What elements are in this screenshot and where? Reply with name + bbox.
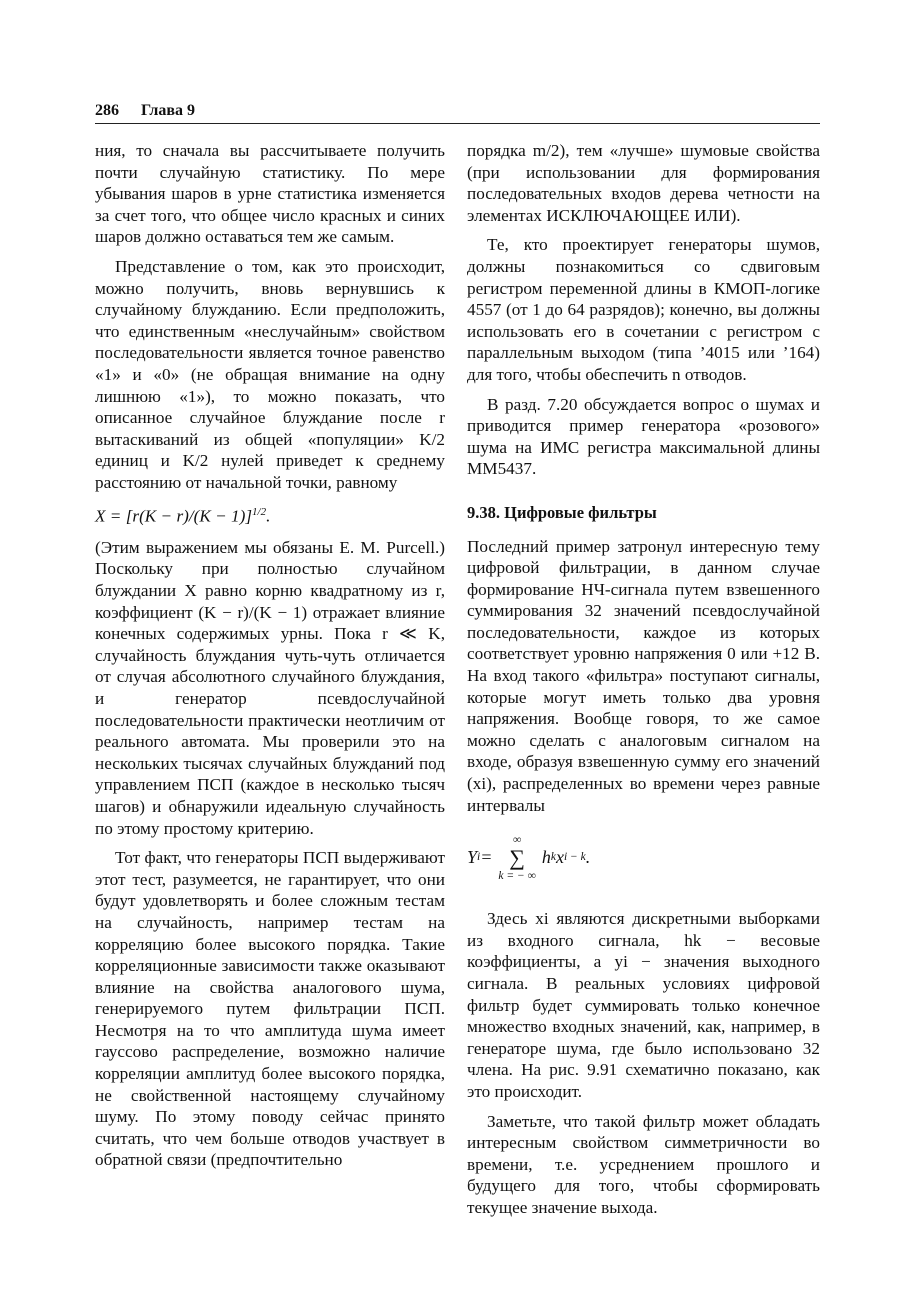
formula-x (95, 502, 445, 527)
paragraph: Тот факт, что генераторы ПСП выдерживают этот тест, разумеется, не гарантирует, что они будут удовлетворять и более сложным тестам на случайность, например тестам на корреляцию более высокого порядка. Такие корреляционные зависимости также оказывают влияние на свойства аналогового шума, генерируемого путем фильтрации ПСП. Несмотря на то что амплитуда шума имеет гауссово распределение, возможно наличие корреляции амплитуд более высокого порядка, не свойственной настоящему случайному шуму. По этому поводу сейчас принято считать, что чем больше отводов участвует в обратной связи (предпочтительно (95, 848, 445, 1170)
sum-term: h (541, 847, 551, 868)
paragraph: Заметьте, что такой фильтр может обладать интересным свойством симметричности во времени, т.е. усреднением прошлого и будущего для того, чтобы сформировать текущее значение выхода. (467, 1111, 820, 1217)
sum-end: . (585, 847, 591, 868)
paragraph: Те, кто проектирует генераторы шумов, должны познакомиться со сдвиговым регистром переменной длины в КМОП-логике 4557 (от 1 до 64 разрядов); конечно, вы должны использовать его в сочетании с регистром с параллельным выходом (типа ’4015 или ’164) для того, чтобы обеспечить n отводов. (467, 235, 820, 384)
paragraph: Здесь xi являются дискретными выборками из входного сигнала, hk − весовые коэффициенты, а yi − значения выходного сигнала. В реальных условиях цифровой фильтр будет суммировать только конечное множество входных значений, как, например, в генераторе шума, где было использовано 32 члена. На рис. 9.91 схематично показано, как это происходит. (467, 909, 820, 1101)
sum-term2: x (555, 847, 564, 868)
left-column (95, 140, 445, 1179)
paragraph: (Этим выражением мы обязаны E. M. Purcell.) Поскольку при полностью случайном блуждании X равно корню квадратному из r, коэффициент (K − r)/(K − 1) отражает влияние конечных содержимых урны. Пока r ≪ K, случайность блуждания чуть-чуть отличается от случая абсолютного случайного блуждания, и генератор псевдослучайной последовательности практически неотличим от реального автомата. Мы проверили это на нескольких тысячах случайных блужданий под управлением ПСП (каждое в несколько тысяч шагов) и обнаружили идеальную случайность по этому простому критерию. (95, 537, 445, 838)
formula-body: X = [r(K − r)/(K − 1)] (95, 506, 253, 526)
sum-lhs-sub: i (477, 851, 481, 864)
sum-term-sub: k (550, 851, 556, 864)
paragraph: ния, то сначала вы рассчитываете получить почти случайную статистику. По мере убывания шаров в урне статистика изменяется за счет того, что общее число красных и синих шаров должно оставаться тем же самым. (95, 141, 445, 247)
paragraph: Представление о том, как это происходит, можно получить, вновь вернувшись к случайному блужданию. Если предположить, что единственным «неслучайным» свойством последовательности является точное равенство «1» и «0» (не обращая внимание на одну лишнюю «1»), то можно показать, что описанное случайное блуждание после r вытаскиваний из общей «популяции» K/2 единиц и K/2 нулей приведет к среднему расстоянию от начальной точки, равному (95, 256, 445, 492)
sum-eq: = (480, 847, 493, 868)
right-column (467, 140, 820, 1227)
formula-end: . (266, 506, 271, 526)
sum-lhs: Y (467, 847, 478, 868)
sigma-symbol: ∑ (509, 845, 525, 871)
page-number: 286 (95, 102, 119, 119)
formula-sum (467, 826, 820, 890)
running-header (95, 102, 820, 124)
chapter-label: Глава 9 (141, 102, 195, 119)
section-title: 9.38. Цифровые фильтры (467, 502, 657, 522)
sigma-stack (498, 833, 535, 883)
sum-upper-limit: ∞ (513, 834, 522, 847)
sum-lower-limit: k = − ∞ (498, 870, 536, 883)
paragraph: В разд. 7.20 обсуждается вопрос о шумах и приводится пример генератора «розового» шума на ИМС регистра максимальной длины MM5437. (467, 394, 820, 479)
formula-exponent: 1/2 (252, 505, 267, 518)
sum-term2-sub: i − k (563, 851, 586, 864)
paragraph: порядка m/2), тем «лучше» шумовые свойства (при использовании для формирования последовательных входов дерева четности на элементах ИСКЛЮЧАЮЩЕЕ ИЛИ). (467, 141, 820, 225)
paragraph: Последний пример затронул интересную тему цифровой фильтрации, в данном случае формирование НЧ-сигнала путем взвешенного суммирования 32 значений псевдослучайной последовательности, каждое из которых соответствует уровню напряжения 0 или +12 В. На вход такого «фильтра» поступают сигналы, которые могут иметь только два уровня напряжения. Вообще говоря, то же самое можно сделать с аналоговым сигналом на входе, образуя взвешенную сумму его значений (xi), распределенных во времени через равные интервалы (467, 536, 820, 815)
